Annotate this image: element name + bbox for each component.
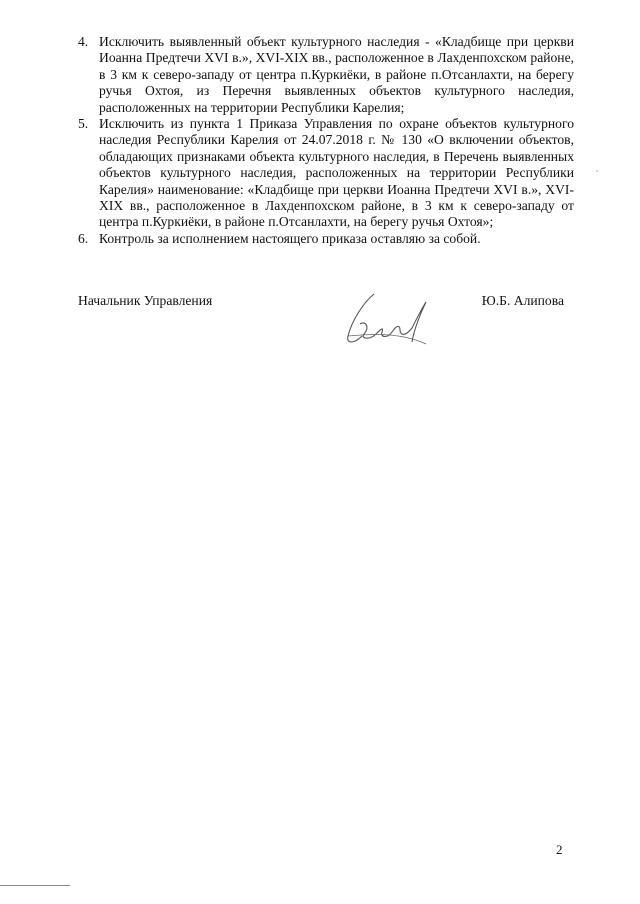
item-number: 6. xyxy=(78,230,89,246)
signature-block xyxy=(78,293,574,313)
item-text: Исключить из пункта 1 Приказа Управления по охране объектов культурного наследия Республики Карелия от 24.07.2018 г. № 130 «О включении объектов, обладающих признаками объекта культурного наследия, в Перечень выявленных объектов культурного наследия, расположенных на территории Республики Карелия» наименование: «Кладбище при церкви Иоанна Предтечи XVI в.», XVI-XIX вв., расположенное в Лахденпохском районе, в 3 км к северо-западу от центра п.Куркиёки, в районе п.Отсанлахти, на берегу ручья Охтоя»; xyxy=(99,116,574,230)
page-number: 2 xyxy=(556,842,563,857)
scan-speck xyxy=(596,170,598,172)
order-item-5 xyxy=(78,116,574,231)
item-text: Исключить выявленный объект культурного наследия - «Кладбище при церкви Иоанна Предтечи XVI в.», XVI-XIX вв., расположенное в Лахденпохском районе, в 3 км к северо-западу от центра п.Куркиёки, в районе п.Отсанлахти, на берегу ручья Охтоя, из Перечня выявленных объектов культурного наследия, расположенных на территории Республики Карелия; xyxy=(99,34,574,115)
order-item-4 xyxy=(78,34,574,116)
scan-edge-line xyxy=(0,885,70,886)
item-number: 5. xyxy=(78,116,89,132)
order-item-6 xyxy=(78,231,574,247)
handwritten-signature xyxy=(330,284,440,354)
signer-position: Начальник Управления xyxy=(78,293,213,308)
item-number: 4. xyxy=(78,34,89,49)
order-items-list xyxy=(78,34,574,247)
signer-name: Ю.Б. Алипова xyxy=(481,293,564,308)
item-text: Контроль за исполнением настоящего приказа оставляю за собой. xyxy=(99,230,481,246)
